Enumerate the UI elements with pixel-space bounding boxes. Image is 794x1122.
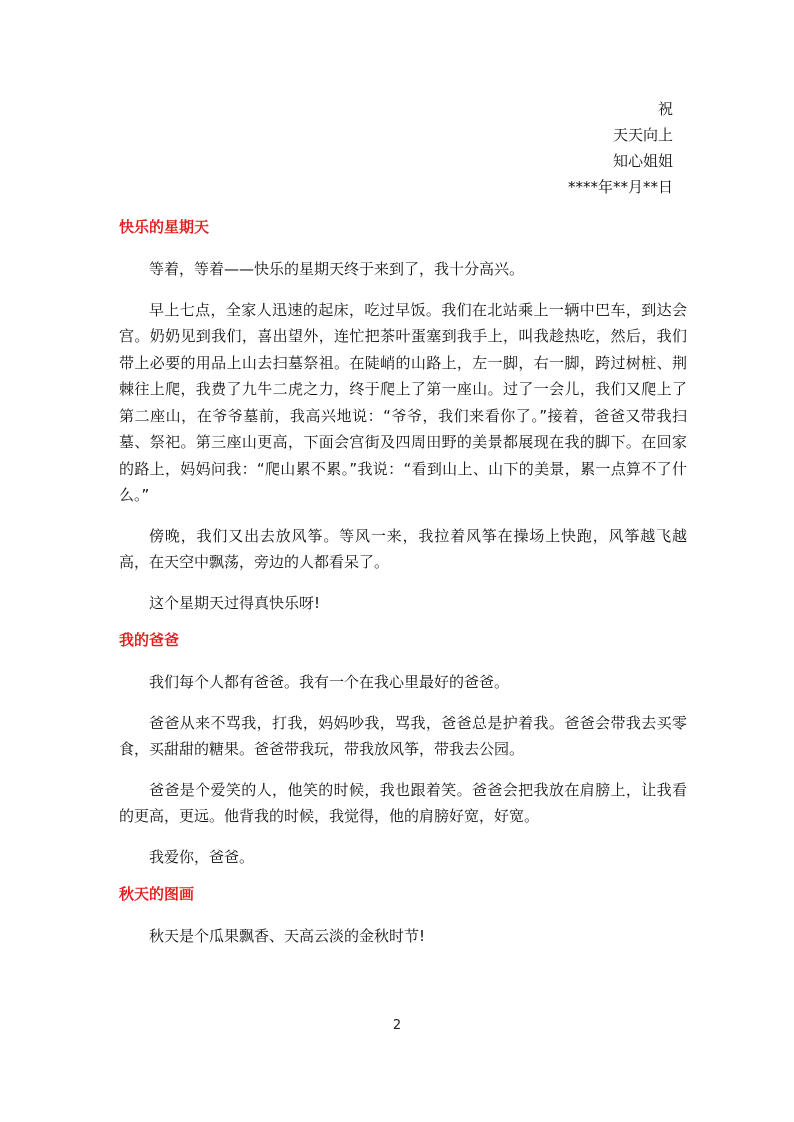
closing-block: [568, 96, 673, 200]
paragraph: 爸爸从来不骂我，打我，妈妈吵我，骂我，爸爸总是护着我。爸爸会带我去买零食，买甜甜的糖果。爸爸带我玩，带我放风筝，带我去公园。: [119, 713, 687, 758]
paragraph: 早上七点，全家人迅速的起床，吃过早饭。我们在北站乘上一辆中巴车，到达会宫。奶奶见到我们，喜出望外，连忙把茶叶蛋塞到我手上，叫我趁热吃，然后，我们带上必要的用品上山去扫墓祭祖。在陡峭的山路上，左一脚，右一脚，跨过树桩、荆棘往上爬，我费了九牛二虎之力，终于爬上了第一座山。过了一会儿，我们又爬上了第二座山，在爷爷墓前，我高兴地说：“爷爷，我们来看你了。”接着，爸爸又带我扫墓、祭祀。第三座山更高，下面会宫街及四周田野的美景都展现在我的脚下。在回家的路上，妈妈问我：“爬山累不累。”我说：“看到山上、山下的美景，累一点算不了什么。”: [119, 300, 687, 504]
section-title: 秋天的图画: [119, 885, 195, 903]
closing-line-blessing: 天天向上: [612, 126, 673, 144]
closing-line-date: ****年**月**日: [567, 178, 673, 196]
paragraph: 傍晚，我们又出去放风筝。等风一来，我拉着风筝在操场上快跑，风筝越飞越高，在天空中飘荡，旁边的人都看呆了。: [119, 526, 687, 571]
section-autumn-picture: [119, 881, 687, 950]
document-body: [119, 214, 687, 950]
section-my-dad: [119, 627, 687, 870]
closing-line-wish: 祝: [657, 100, 673, 118]
paragraph: 我爱你，爸爸。: [149, 847, 255, 866]
closing-line-signature: 知心姐姐: [612, 152, 673, 170]
page-number: 2: [392, 1018, 402, 1033]
paragraph: 这个星期天过得真快乐呀!: [149, 593, 321, 612]
paragraph: 等着，等着——快乐的星期天终于来到了，我十分高兴。: [149, 260, 525, 278]
paragraph: 我们每个人都有爸爸。我有一个在我心里最好的爸爸。: [149, 673, 510, 691]
section-title: 我的爸爸: [119, 631, 180, 649]
paragraph: 爸爸是个爱笑的人，他笑的时候，我也跟着笑。爸爸会把我放在肩膀上，让我看的更高，更远。他背我的时候，我觉得，他的肩膀好宽，好宽。: [119, 780, 687, 825]
section-title: 快乐的星期天: [119, 218, 210, 236]
paragraph: 秋天是个瓜果飘香、天高云淡的金秋时节!: [149, 927, 426, 945]
section-happy-sunday: [119, 214, 687, 616]
